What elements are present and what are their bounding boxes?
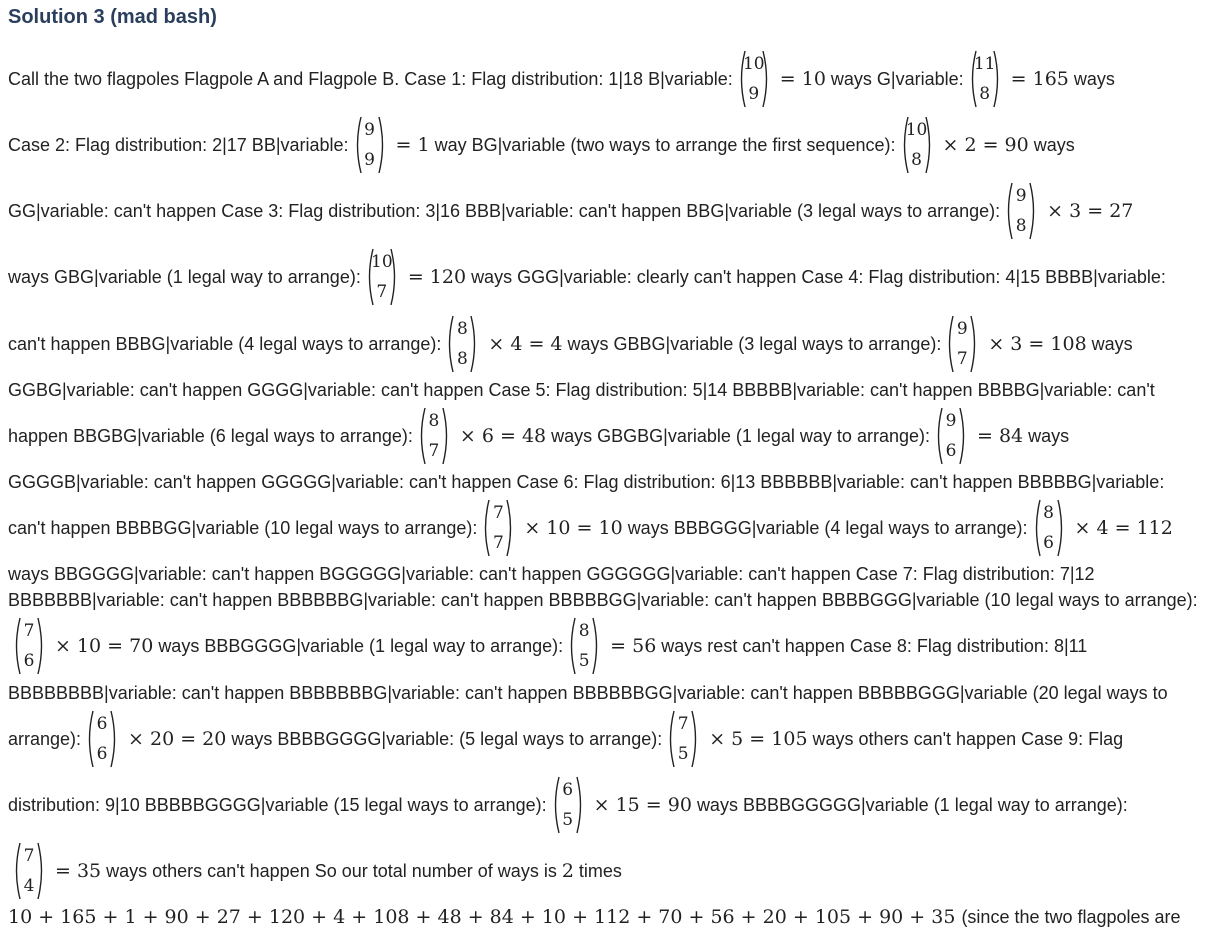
binomial-top: 6: [562, 780, 574, 800]
text-segment: Call the two flagpoles Flagpole A and Flagpole B. Case 1: Flag distribution: 1|18 B|variable:: [8, 68, 733, 89]
math-expression: = 84: [976, 425, 1024, 447]
binomial-coefficient: [12, 616, 46, 676]
binomial-coefficient: [567, 616, 601, 676]
text-line: [8, 376, 1212, 404]
binomial-bottom: 7: [376, 282, 388, 302]
binomial-values: [426, 408, 442, 464]
binomial-top: 8: [456, 319, 468, 339]
binomial-bottom: 5: [562, 810, 574, 830]
binomial-values: [454, 316, 470, 372]
binomial-coefficient: [445, 314, 479, 374]
text-segment: ways: [1091, 333, 1133, 354]
binomial-coefficient: [1032, 498, 1066, 558]
text-line: [8, 714, 1212, 764]
right-paren: [1056, 498, 1066, 558]
binomial-coefficient: [666, 709, 700, 769]
math-expression: = 165: [1010, 68, 1069, 90]
math-expression: × 3 = 108: [988, 333, 1087, 355]
binomial-coefficient: [968, 49, 1002, 109]
right-paren: [969, 314, 979, 374]
text-segment: ways GBGBG|variable (1 legal way to arrange):: [551, 425, 930, 446]
text-segment: GGGGB|variable: can't happen GGGGG|variable: can't happen Case 6: Flag distribution: 6|13 BBBBBB|variable: can't happen BBBBBG|variable:: [8, 471, 1165, 492]
right-paren: [591, 616, 601, 676]
text-segment: arrange):: [8, 728, 82, 749]
binomial-values: [21, 843, 37, 899]
binomial-values: [1013, 183, 1029, 239]
binomial-coefficient: [353, 115, 387, 175]
math-expression: × 2 = 90: [942, 134, 1029, 156]
binomial-top: 10: [742, 54, 765, 74]
right-paren: [469, 314, 479, 374]
binomial-top: 6: [96, 714, 108, 734]
binomial-bottom: 9: [748, 84, 760, 104]
text-segment: distribution: 9|10 BBBBBGGGG|variable (15 legal ways to arrange):: [8, 794, 547, 815]
text-segment: ways BBBBGGGGG|variable (1 legal way to arrange):: [696, 794, 1128, 815]
binomial-bottom: 7: [428, 441, 440, 461]
binomial-bottom: 6: [945, 441, 957, 461]
text-segment: can't happen BBBG|variable (4 legal ways to arrange):: [8, 333, 442, 354]
math-expression: × 3 = 27: [1047, 200, 1134, 222]
binomial-top: 9: [956, 319, 968, 339]
binomial-values: [21, 618, 37, 674]
text-segment: ways BBGGGG|variable: can't happen BGGGGG|variable: can't happen GGGGGG|variable: can't happen Case 7: Flag distribution: 7|12: [8, 563, 1095, 584]
binomial-top: 7: [677, 714, 689, 734]
text-line: [8, 679, 1212, 707]
binomial-top: 8: [1043, 503, 1054, 523]
binomial-coefficient: [481, 498, 515, 558]
text-line: [8, 560, 1212, 588]
text-line: [8, 621, 1212, 671]
text-segment: (since the two flagpoles are: [961, 906, 1181, 927]
binomial-values: [905, 117, 928, 173]
binomial-top: 7: [492, 503, 504, 523]
text-segment: ways GBBG|variable (3 legal ways to arrange):: [567, 333, 942, 354]
right-paren: [505, 498, 515, 558]
right-paren: [924, 115, 934, 175]
text-segment: ways: [1033, 134, 1075, 155]
text-line: [8, 903, 1212, 931]
binomial-values: [943, 408, 959, 464]
text-segment: BBBBBBBB|variable: can't happen BBBBBBBG|variable: can't happen BBBBBBGG|variable: can't happen BBBBBGGG|variable (20 legal ways to: [8, 682, 1168, 703]
math-expression: × 6 = 48: [459, 425, 547, 447]
text-segment: ways: [1073, 68, 1115, 89]
binomial-values: [954, 316, 970, 372]
binomial-top: 9: [1015, 186, 1027, 206]
text-segment: GGBG|variable: can't happen GGGG|variable: can't happen Case 5: Flag distribution: 5|14 BBBBB|variable: can't happen BBBBG|variable: can't: [8, 379, 1155, 400]
solution-title: Solution 3 (mad bash): [8, 6, 217, 28]
text-segment: ways BBBGGG|variable (4 legal ways to arrange):: [627, 517, 1028, 538]
text-segment: ways others can't happen Case 9: Flag: [812, 728, 1124, 749]
text-segment: can't happen BBBBGG|variable (10 legal ways to arrange):: [8, 517, 478, 538]
right-paren: [109, 709, 119, 769]
text-segment: ways others can't happen So our total number of ways is: [106, 860, 557, 881]
text-line: [8, 252, 1212, 302]
binomial-bottom: 8: [979, 84, 991, 104]
math-expression: = 120: [407, 266, 467, 288]
text-segment: ways rest can't happen Case 8: Flag distribution: 8|11: [661, 635, 1088, 656]
text-segment: ways BBBBGGGG|variable: (5 legal ways to arrange):: [231, 728, 663, 749]
text-line: [8, 186, 1212, 236]
binomial-bottom: 7: [956, 349, 968, 369]
text-segment: way BG|variable (two ways to arrange the first sequence):: [434, 134, 896, 155]
math-expression: = 10: [779, 68, 826, 90]
binomial-bottom: 6: [23, 651, 35, 671]
binomial-top: 8: [428, 411, 440, 431]
binomial-values: [675, 711, 691, 767]
binomial-top: 10: [905, 120, 928, 140]
math-expression: 2: [561, 860, 574, 882]
math-expression: × 10 = 70: [55, 635, 154, 657]
right-paren: [1028, 181, 1038, 241]
binomial-values: [490, 500, 506, 556]
text-segment: times: [578, 860, 622, 881]
binomial-bottom: 5: [578, 651, 590, 671]
binomial-values: [973, 51, 996, 107]
math-expression: = 1: [395, 134, 430, 156]
right-paren: [377, 115, 387, 175]
right-paren: [441, 406, 451, 466]
binomial-values: [1041, 500, 1057, 556]
right-paren: [992, 49, 1002, 109]
binomial-values: [362, 117, 378, 173]
math-expression: × 4 = 112: [1074, 517, 1173, 539]
binomial-coefficient: [945, 314, 979, 374]
binomial-bottom: 6: [1043, 533, 1054, 553]
binomial-coefficient: [551, 775, 585, 835]
binomial-bottom: 4: [23, 876, 35, 896]
text-line: [8, 586, 1212, 614]
binomial-bottom: 8: [1015, 216, 1027, 236]
text-segment: Case 2: Flag distribution: 2|17 BB|variable:: [8, 134, 349, 155]
binomial-values: [371, 249, 393, 305]
binomial-top: 10: [371, 252, 393, 272]
binomial-top: 7: [23, 846, 35, 866]
binomial-coefficient: [934, 406, 968, 466]
math-expression: = 56: [610, 635, 657, 657]
binomial-values: [560, 777, 576, 833]
binomial-coefficient: [365, 247, 399, 307]
binomial-coefficient: [12, 841, 46, 901]
binomial-coefficient: [85, 709, 119, 769]
binomial-top: 9: [945, 411, 957, 431]
binomial-bottom: 8: [456, 349, 468, 369]
text-segment: ways G|variable:: [830, 68, 964, 89]
math-expression: × 20 = 20: [128, 728, 227, 750]
binomial-coefficient: [900, 115, 934, 175]
text-segment: ways BBBGGGG|variable (1 legal way to arrange):: [158, 635, 564, 656]
math-expression: × 15 = 90: [593, 794, 692, 816]
binomial-top: 9: [364, 120, 375, 140]
right-paren: [958, 406, 968, 466]
binomial-values: [94, 711, 110, 767]
text-line: [8, 120, 1212, 170]
text-line: [8, 319, 1212, 369]
math-expression: × 4 = 4: [488, 333, 563, 355]
text-segment: ways GBG|variable (1 legal way to arrange):: [8, 266, 361, 287]
text-line: [8, 503, 1212, 553]
right-paren: [36, 616, 46, 676]
text-line: [8, 411, 1212, 461]
sum-expression: 10 + 165 + 1 + 90 + 27 + 120 + 4 + 108 + 48 + 84 + 10 + 112 + 70 + 56 + 20 + 105 + 90 + 35: [8, 906, 956, 928]
binomial-top: 8: [578, 621, 590, 641]
binomial-top: 7: [23, 621, 35, 641]
text-segment: BBBBBBB|variable: can't happen BBBBBBG|variable: can't happen BBBBBGG|variable: can't happen BBBBGGG|variable (10 legal ways to arrange):: [8, 589, 1198, 610]
binomial-bottom: 9: [364, 150, 375, 170]
text-line: [8, 54, 1212, 104]
text-segment: ways: [1028, 425, 1070, 446]
text-line: [8, 846, 1212, 896]
text-line: [8, 780, 1212, 830]
text-segment: ways GGG|variable: clearly can't happen Case 4: Flag distribution: 4|15 BBBB|variable:: [471, 266, 1166, 287]
binomial-bottom: 6: [96, 744, 108, 764]
text-segment: happen BBGBG|variable (6 legal ways to arrange):: [8, 425, 413, 446]
binomial-bottom: 7: [492, 533, 504, 553]
binomial-coefficient: [417, 406, 451, 466]
right-paren: [690, 709, 700, 769]
right-paren: [761, 49, 771, 109]
binomial-top: 11: [973, 54, 996, 74]
binomial-coefficient: [1004, 181, 1038, 241]
binomial-values: [742, 51, 765, 107]
math-expression: × 10 = 10: [524, 517, 623, 539]
right-paren: [575, 775, 585, 835]
right-paren: [36, 841, 46, 901]
right-paren: [389, 247, 399, 307]
binomial-bottom: 8: [911, 150, 922, 170]
binomial-values: [576, 618, 592, 674]
text-line: [8, 468, 1212, 496]
binomial-coefficient: [737, 49, 771, 109]
binomial-bottom: 5: [677, 744, 689, 764]
math-expression: × 5 = 105: [709, 728, 808, 750]
math-expression: = 35: [55, 860, 102, 882]
text-segment: GG|variable: can't happen Case 3: Flag distribution: 3|16 BBB|variable: can't happen BBG|variable (3 legal ways to arrange):: [8, 200, 1001, 221]
